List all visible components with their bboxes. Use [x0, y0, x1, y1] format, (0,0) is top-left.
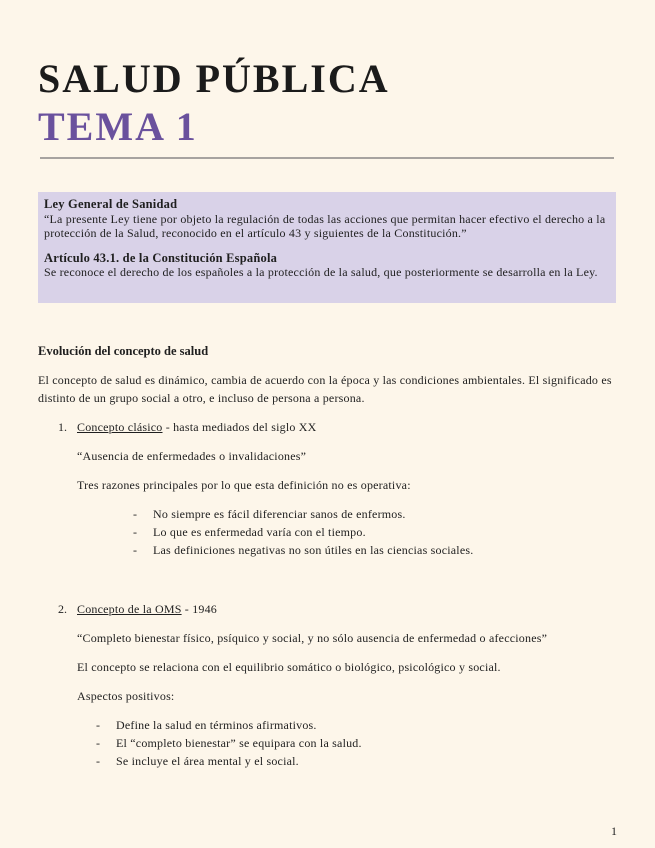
- list-item: Se incluye el área mental y el social.: [116, 754, 299, 768]
- item-quote: “Ausencia de enfermedades o invalidaciones”: [77, 449, 307, 463]
- article-title: Artículo 43.1. de la Constitución Española: [44, 250, 278, 265]
- page-number: 1: [611, 824, 617, 838]
- item-lead: Tres razones principales por lo que esta definición no es operativa:: [77, 478, 411, 492]
- law-quote: “La presente Ley tiene por objeto la regulación de todas las acciones que permitan hacer efectivo el derecho a la protección de la Salud, reconocido en el artículo 43 y siguientes de la Constitución.”: [44, 211, 606, 240]
- document-title: SALUD PÚBLICA: [38, 56, 390, 101]
- item-lead-2: Aspectos positivos:: [77, 689, 175, 703]
- item-name: Concepto de la OMS: [77, 602, 182, 616]
- law-title: Ley General de Sanidad: [44, 197, 178, 211]
- item-number: 2.: [58, 602, 67, 616]
- item-lead: El concepto se relaciona con el equilibrio somático o biológico, psicológico y social.: [77, 660, 501, 674]
- item-quote: “Completo bienestar físico, psíquico y social, y no sólo ausencia de enfermedad o afecciones”: [77, 631, 548, 645]
- item-number: 1.: [58, 420, 67, 434]
- bullet-marker: -: [96, 754, 100, 768]
- article-text: Se reconoce el derecho de los españoles a la protección de la salud, que posteriormente se desarrolla en la Ley.: [44, 265, 598, 279]
- bullet-marker: -: [133, 543, 137, 557]
- item-name: Concepto clásico: [77, 420, 163, 434]
- bullet-marker: -: [96, 736, 100, 750]
- bullet-marker: -: [133, 525, 137, 539]
- item-suffix: - hasta mediados del siglo XX: [162, 420, 317, 434]
- list-item: Lo que es enfermedad varía con el tiempo.: [153, 525, 366, 539]
- list-item-heading: [77, 420, 317, 435]
- list-item: No siempre es fácil diferenciar sanos de enfermos.: [153, 507, 406, 521]
- bullet-marker: -: [133, 507, 137, 521]
- document-subtitle: TEMA 1: [38, 104, 198, 149]
- list-item: Define la salud en términos afirmativos.: [116, 718, 317, 732]
- item-suffix: - 1946: [181, 602, 217, 616]
- section-intro: El concepto de salud es dinámico, cambia de acuerdo con la época y las condiciones ambientales. El significado es distinto de un grupo social a otro, e incluso de persona a persona.: [38, 373, 612, 405]
- list-item-heading: [77, 602, 217, 617]
- title-divider: [40, 157, 614, 159]
- bullet-marker: -: [96, 718, 100, 732]
- list-item: El “completo bienestar” se equipara con la salud.: [116, 736, 362, 750]
- section-title: Evolución del concepto de salud: [38, 344, 209, 358]
- legal-callout-box: [38, 192, 616, 303]
- list-item: Las definiciones negativas no son útiles en las ciencias sociales.: [153, 543, 474, 557]
